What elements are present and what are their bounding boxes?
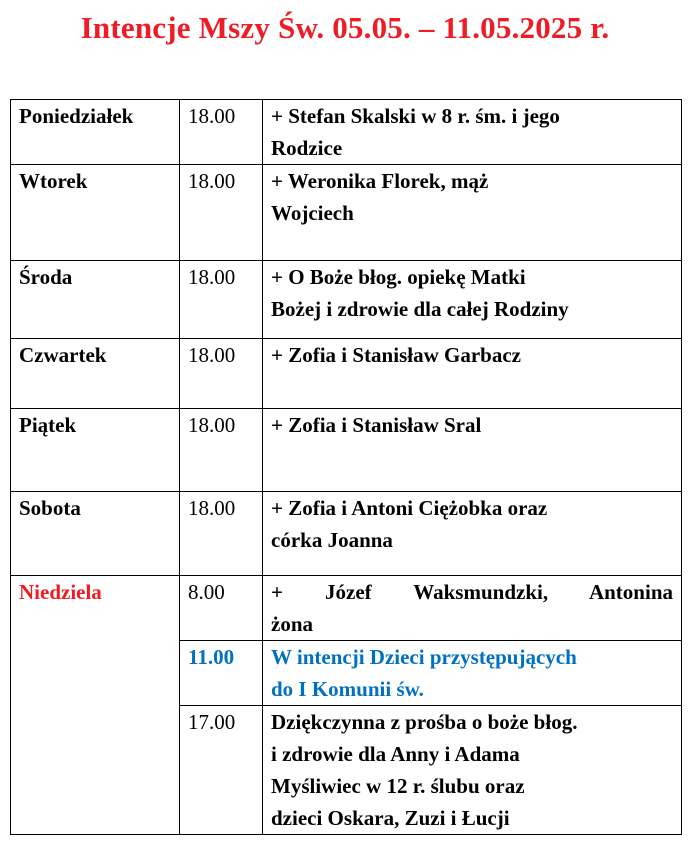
intention-cell — [263, 576, 682, 641]
table-row — [11, 261, 682, 339]
intention-line: + O Boże błog. opiekę Matki — [271, 265, 526, 289]
intention-line: żona — [271, 612, 313, 636]
intention-line: + Zofia i Antoni Ciężobka oraz — [271, 496, 548, 520]
day-cell: Piątek — [11, 409, 180, 492]
day-cell-sunday: Niedziela — [11, 576, 180, 835]
intention-line: + Zofia i Stanisław Sral — [271, 413, 482, 437]
day-cell: Wtorek — [11, 165, 180, 261]
intention-cell — [263, 261, 682, 339]
mass-schedule-table — [10, 99, 682, 835]
intention-line: + Stefan Skalski w 8 r. śm. i jego — [271, 104, 560, 128]
table-row — [11, 165, 682, 261]
time-cell: 18.00 — [180, 165, 263, 261]
time-cell: 8.00 — [180, 576, 263, 641]
time-cell: 18.00 — [180, 409, 263, 492]
intention-line: Bożej i zdrowie dla całej Rodziny — [271, 297, 569, 321]
intention-line: + Józef Waksmundzki, Antonina — [271, 580, 673, 604]
intention-cell-highlight — [263, 641, 682, 706]
intention-line: córka Joanna — [271, 528, 393, 552]
intention-cell — [263, 339, 682, 409]
intention-line: Rodzice — [271, 136, 343, 160]
intention-cell — [263, 100, 682, 165]
intention-line: + Weronika Florek, mąż — [271, 169, 489, 193]
intention-line: i zdrowie dla Anny i Adama — [271, 742, 520, 766]
page-title: Intencje Mszy Św. 05.05. – 11.05.2025 r. — [80, 10, 610, 45]
intention-cell — [263, 706, 682, 835]
day-cell: Środa — [11, 261, 180, 339]
intention-line: Dziękczynna z prośba o boże błog. — [271, 710, 578, 734]
time-cell: 18.00 — [180, 492, 263, 576]
time-cell: 18.00 — [180, 100, 263, 165]
table-row-sunday — [11, 576, 682, 641]
day-cell: Sobota — [11, 492, 180, 576]
table-row — [11, 339, 682, 409]
intention-cell — [263, 409, 682, 492]
intention-line: dzieci Oskara, Zuzi i Łucji — [271, 806, 510, 830]
intention-line: do I Komunii św. — [271, 677, 424, 701]
time-cell-highlight: 11.00 — [180, 641, 263, 706]
table-row — [11, 492, 682, 576]
intention-line: W intencji Dzieci przystępujących — [271, 645, 577, 669]
intention-line: + Zofia i Stanisław Garbacz — [271, 343, 521, 367]
day-cell: Poniedziałek — [11, 100, 180, 165]
time-cell: 17.00 — [180, 706, 263, 835]
intention-cell — [263, 492, 682, 576]
day-cell: Czwartek — [11, 339, 180, 409]
table-row — [11, 409, 682, 492]
intention-cell — [263, 165, 682, 261]
intention-line: Myśliwiec w 12 r. ślubu oraz — [271, 774, 525, 798]
time-cell: 18.00 — [180, 261, 263, 339]
table-row — [11, 100, 682, 165]
intention-line: Wojciech — [271, 201, 354, 225]
time-cell: 18.00 — [180, 339, 263, 409]
